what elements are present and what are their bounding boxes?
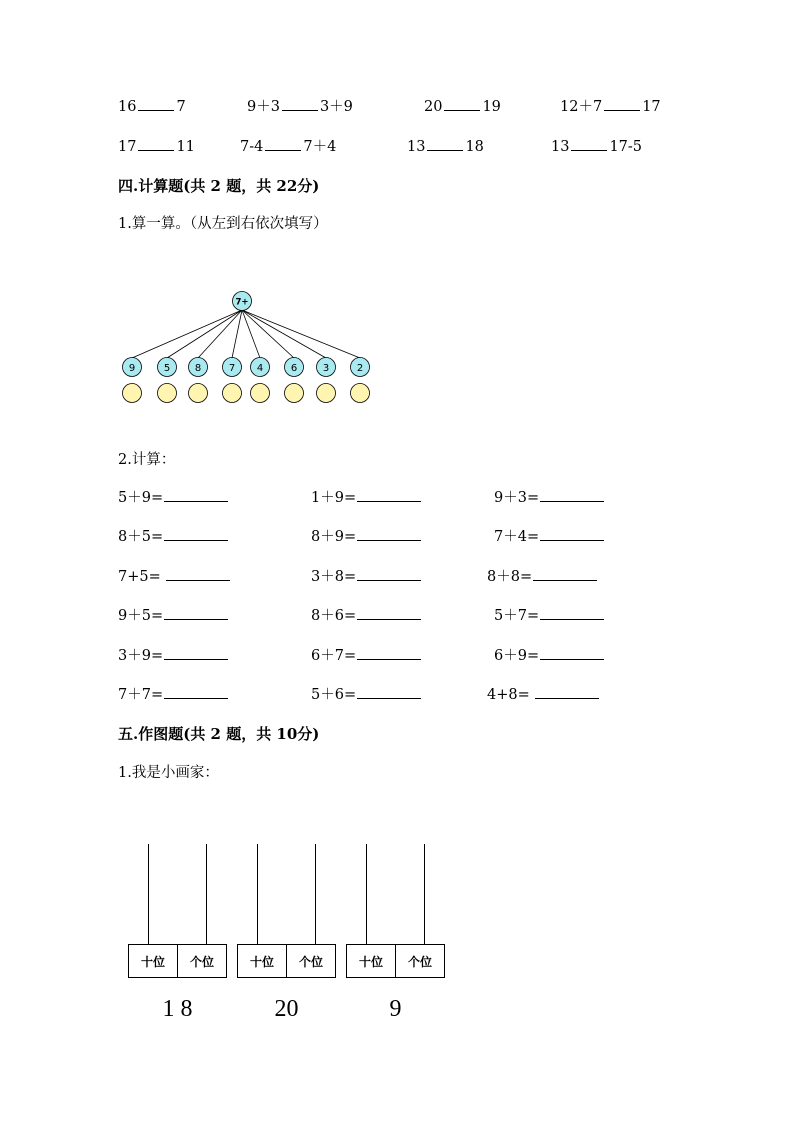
tree-answer-circle[interactable]: [285, 384, 304, 403]
ones-label: 个位: [286, 945, 335, 977]
calc-item: [118, 568, 230, 586]
calc-expression: 1＋9=: [311, 490, 357, 506]
calc-expression: 3＋9=: [118, 648, 164, 664]
question-label: 1.我是小画家：: [118, 765, 219, 781]
tree-child-label: 3: [322, 363, 330, 374]
calc-item: [118, 647, 228, 665]
calc-item: [311, 607, 421, 625]
answer-blank[interactable]: [357, 686, 421, 699]
section-title: 四.计算题(共 2 题，共 22分): [118, 177, 320, 195]
calc-item: [311, 568, 421, 586]
tree-child-label: 6: [290, 363, 298, 374]
abacus-base: [237, 944, 336, 978]
answer-blank[interactable]: [540, 489, 604, 502]
calc-expression: 6＋9=: [494, 648, 540, 664]
compare-item: 17 11: [118, 139, 195, 155]
answer-blank[interactable]: [265, 138, 301, 151]
answer-blank[interactable]: [540, 647, 604, 660]
compare-item: 7-4 7＋4: [240, 139, 337, 155]
calc-item: [311, 686, 421, 704]
question-label: 1.算一算。（从左到右依次填写）: [118, 216, 328, 232]
answer-blank[interactable]: [138, 138, 174, 151]
calc-expression: 8＋9=: [311, 529, 357, 545]
answer-blank[interactable]: [540, 528, 604, 541]
answer-blank[interactable]: [164, 647, 228, 660]
calc-expression: 8＋8=: [487, 569, 533, 585]
tree-branch-line: [132, 310, 242, 358]
tree-answer-circle[interactable]: [158, 384, 177, 403]
calc-item: [118, 607, 228, 625]
calc-expression: 7＋7=: [118, 687, 164, 703]
calc-expression: 9＋5=: [118, 608, 164, 624]
tree-answer-circle[interactable]: [189, 384, 208, 403]
answer-blank[interactable]: [444, 98, 480, 111]
tree-center-label: 7+: [235, 297, 249, 308]
abacus-base: [346, 944, 445, 978]
tree-child-label: 9: [128, 363, 136, 374]
tree-branch-line: [232, 310, 242, 358]
addition-tree-diagram: [110, 285, 390, 410]
calc-expression: 5＋7=: [494, 608, 540, 624]
tree-answer-circle[interactable]: [123, 384, 142, 403]
compare-item: 12＋7 17: [560, 99, 661, 115]
calc-expression: 4+8=: [487, 687, 535, 703]
tree-child-label: 7: [228, 363, 236, 374]
calc-expression: 8＋6=: [311, 608, 357, 624]
abacus-ones-rod[interactable]: [424, 844, 425, 945]
tree-branch-line: [242, 310, 360, 358]
tree-answer-circle[interactable]: [223, 384, 242, 403]
calc-expression: 6＋7=: [311, 648, 357, 664]
tens-label: 十位: [140, 954, 165, 969]
abacus-tens-rod[interactable]: [148, 844, 149, 945]
answer-blank[interactable]: [535, 686, 599, 699]
compare-item: 13 17-5: [551, 139, 643, 155]
tree-answer-circle[interactable]: [317, 384, 336, 403]
answer-blank[interactable]: [540, 607, 604, 620]
tree-branch-line: [242, 310, 326, 358]
compare-item: 13 18: [407, 139, 484, 155]
calc-item: [487, 686, 599, 704]
calc-item: [494, 528, 604, 546]
calc-expression: 7＋4=: [494, 529, 540, 545]
calc-item: [494, 607, 604, 625]
tree-answer-circle[interactable]: [351, 384, 370, 403]
tens-label: 十位: [358, 954, 383, 969]
tree-branch-line: [242, 310, 260, 358]
abacus-number: 9: [389, 996, 402, 1022]
abacus-ones-rod[interactable]: [206, 844, 207, 945]
answer-blank[interactable]: [604, 98, 640, 111]
compare-item: 20 19: [424, 99, 501, 115]
compare-item: 16 7: [118, 99, 186, 115]
answer-blank[interactable]: [357, 607, 421, 620]
calc-item: [118, 489, 228, 507]
calc-expression: 3＋8=: [311, 569, 357, 585]
tens-label: 十位: [249, 954, 274, 969]
abacus-tens-rod[interactable]: [366, 844, 367, 945]
answer-blank[interactable]: [357, 647, 421, 660]
calc-expression: 8＋5=: [118, 529, 164, 545]
answer-blank[interactable]: [427, 138, 463, 151]
tree-answer-circle[interactable]: [251, 384, 270, 403]
ones-label: 个位: [177, 945, 226, 977]
tree-child-label: 5: [163, 363, 171, 374]
answer-blank[interactable]: [138, 98, 174, 111]
tree-child-label: 2: [356, 363, 364, 374]
abacus-tens-rod[interactable]: [257, 844, 258, 945]
calc-item: [487, 568, 597, 586]
answer-blank[interactable]: [164, 607, 228, 620]
tree-branch-line: [242, 310, 294, 358]
tree-child-label: 8: [194, 363, 202, 374]
answer-blank[interactable]: [571, 138, 607, 151]
calc-item: [494, 489, 604, 507]
answer-blank[interactable]: [357, 528, 421, 541]
question-label: 2.计算：: [118, 452, 176, 468]
calc-item: [311, 647, 421, 665]
abacus-number: 20: [274, 996, 299, 1022]
calc-expression: 5＋6=: [311, 687, 357, 703]
compare-item: 9＋3 3＋9: [247, 99, 353, 115]
abacus-number: 1 8: [162, 996, 193, 1022]
answer-blank[interactable]: [166, 568, 230, 581]
answer-blank[interactable]: [357, 568, 421, 581]
answer-blank[interactable]: [164, 489, 228, 502]
calc-expression: 7+5=: [118, 569, 166, 585]
calc-expression: 5＋9=: [118, 490, 164, 506]
abacus-ones-rod[interactable]: [315, 844, 316, 945]
answer-blank[interactable]: [357, 489, 421, 502]
calc-expression: 9＋3=: [494, 490, 540, 506]
ones-label: 个位: [395, 945, 444, 977]
calc-item: [118, 686, 228, 704]
calc-item: [118, 528, 228, 546]
calc-item: [494, 647, 604, 665]
tree-child-label: 4: [256, 363, 264, 374]
answer-blank[interactable]: [282, 98, 318, 111]
calc-item: [311, 528, 421, 546]
answer-blank[interactable]: [164, 686, 228, 699]
section-title: 五.作图题(共 2 题，共 10分): [118, 725, 320, 743]
calc-item: [311, 489, 421, 507]
answer-blank[interactable]: [164, 528, 228, 541]
abacus-base: [128, 944, 227, 978]
answer-blank[interactable]: [533, 568, 597, 581]
